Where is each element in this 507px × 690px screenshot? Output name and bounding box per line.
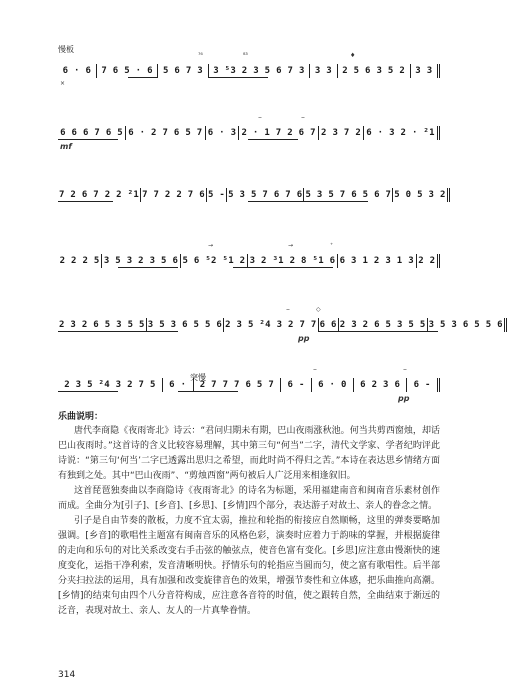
beam-line <box>318 331 438 332</box>
measure: 2 · 1 7 2 6 7 <box>239 126 319 140</box>
fermata-mark: ⌢ <box>258 114 262 121</box>
articulation-mark: × <box>60 80 66 87</box>
dynamic-mark: pp <box>298 334 310 343</box>
measure: 6 - <box>407 378 440 392</box>
tempo-marking-sudden-slow: 突慢 <box>190 373 206 382</box>
notation-line <box>58 188 446 202</box>
beam-line <box>178 391 238 392</box>
beam-line <box>248 139 298 140</box>
measure: 2 5 6 3 5 2 <box>338 64 411 78</box>
beam-line <box>208 77 268 78</box>
notation-line <box>58 378 440 392</box>
paragraph: 唐代李商隐《夜雨寄北》诗云：“君问归期未有期，巴山夜雨涨秋池。何当共剪西窗烛，却话巴山夜雨时。”这首诗的含义比较容易理解，其中第三句“何当”二字，清代文学家、学者纪昀评此诗说：“第三句‘何当’二字已透露出思归之希望，而此时尚不得归之苦。”本诗在表达思乡情绪方面有独到之处。其中“巴山夜雨”、“剪烛西窗”两句被后人广泛用来相逢叙旧。 <box>58 426 440 481</box>
notes-heading: 乐曲说明： <box>58 412 104 422</box>
measure: 6 2 3 6 <box>354 378 407 392</box>
measure: 5 6 ⁵2 ⁵1 2 <box>181 254 248 268</box>
measure: 6 · 2 7 6 5 7 <box>126 126 206 140</box>
fermata-mark: ⌢ <box>286 306 290 313</box>
measure: 6 - <box>281 378 312 392</box>
dynamic-mark: pp <box>398 394 410 403</box>
paragraph: 这首琵琶独奏曲以李商隐诗《夜雨寄北》的诗名为标题，采用福建南音和闽南音乐素材创作而成。全曲分为[引子]、[乡音]、[乡思]、[乡情]四个部分，表达游子对故土、亲人的眷念之情。 <box>58 486 440 511</box>
measure: 7 6 5 · 6 <box>97 64 159 78</box>
measure: 6 6 <box>319 320 337 330</box>
measure: 3 5 3 6 5 5 6 <box>147 320 223 330</box>
tempo-marking-opening: 慢板 <box>58 45 74 54</box>
notation-line <box>58 318 503 332</box>
measure: 5 - <box>207 190 226 200</box>
paragraph: 引子是自由节奏的散板，力度不宜太弱，推拉和轮指的衔接应自然顺畅，这里的弹奏要略加强调。[乡音]的歌唱性主题富有闽南音乐的风格色彩，演奏时应着力于韵味的掌握，并根据旋律的走向和乐句的对比关系改变右手击弦的触弦点，使音色富有变化。[乡思]应注意由慢渐快的速度变化，运指干净利索，发音清晰明快。抒情乐句的轮指应当圆而匀，使之富有歌唱性。后半部分夹扫拉法的运用，具有加强和改变旋律音色的效果，增强节奏性和立体感，把乐曲推向高潮。[乡情]的结束句由四个八分音符构成，应注意各音符的时值，使之跟转自然，全曲结束于渐远的泛音，表现对故土、亲人、友人的一片真挚眷情。 <box>58 516 440 616</box>
measure: 2 3 2 6 5 3 5 5 <box>59 320 145 330</box>
beam-line <box>58 139 118 140</box>
measure: 2 2 <box>417 254 440 268</box>
beam-line <box>58 331 178 332</box>
page-number: 314 <box>58 670 76 680</box>
measure: 2 3 5 ²4 3 2 7 7 <box>225 320 317 330</box>
measure: 6 3 1 2 3 1 3 <box>338 254 417 268</box>
measure: 3 2 ³1 2 8 ⁵1 6 <box>248 254 338 268</box>
notation-line <box>58 126 440 140</box>
harmonic-mark: ◇ <box>316 306 321 313</box>
beam-line <box>58 201 113 202</box>
measure: 6 6 6 7 6 5 <box>58 126 126 140</box>
measure: 2 3 2 6 5 3 5 5 <box>339 320 426 330</box>
dynamic-mark: mf <box>60 142 72 151</box>
fermata-mark: ♦ <box>350 52 356 59</box>
measure: 3 3 <box>310 64 337 78</box>
measure: 3 5 3 2 3 5 6 <box>102 254 181 268</box>
measure: 7 2 6 7 2 2 ²1 <box>59 190 140 200</box>
music-system-6 <box>58 364 440 410</box>
fermata-mark: ⌢ <box>313 366 317 373</box>
notes-body <box>58 424 440 619</box>
fermata-mark: ⌢ <box>301 114 305 121</box>
measure: 6 · 0 <box>312 378 354 392</box>
beam-line <box>248 201 368 202</box>
measure: 6 · 6 <box>58 64 97 78</box>
measure: 6 · 3 <box>206 126 240 140</box>
measure: 5 3 5 7 6 5 6 7 <box>305 190 392 200</box>
music-system-1 <box>58 50 440 96</box>
measure: 2 3 5 ²4 3 2 7 5 <box>58 378 163 392</box>
measure: 7 7 2 2 7 6 <box>142 190 205 200</box>
music-system-3 <box>58 174 446 220</box>
measure: 5 6 7 3 <box>158 64 208 78</box>
ornament-mark: ⁷⁶ <box>198 52 203 59</box>
measure: 2 3 7 2 <box>319 126 364 140</box>
beam-line <box>233 267 333 268</box>
music-system-5 <box>58 304 503 350</box>
ornament-mark: ⁺ <box>330 242 334 249</box>
measure: 2 2 2 5 <box>58 254 102 268</box>
measure: 3 ⁵3 2 3 5 6 7 3 <box>209 64 311 78</box>
measure: 2 7 7 7 6 5 7 <box>194 378 282 392</box>
music-system-2 <box>58 112 440 158</box>
ornament-mark: ⁸³ <box>243 52 248 59</box>
notation-line <box>58 64 440 78</box>
beam-line <box>128 77 158 78</box>
beam-line <box>118 267 178 268</box>
fermata-mark: ⌢ <box>403 366 407 373</box>
notation-line <box>58 254 440 268</box>
measure: 3 5 3 6 5 5 6 <box>428 318 507 332</box>
beam-line <box>58 391 118 392</box>
ornament-mark: → <box>288 242 294 249</box>
measure: 5 3 5 7 6 7 6 <box>228 190 303 200</box>
measure: 5 0 5 3 2 <box>393 188 449 202</box>
measure: 6 · <box>163 378 194 392</box>
ornament-mark: → <box>208 242 214 249</box>
music-system-4 <box>58 240 440 286</box>
measure: 3 3 <box>411 64 440 78</box>
measure: 6 · 3 2 · ²1 <box>364 126 440 140</box>
